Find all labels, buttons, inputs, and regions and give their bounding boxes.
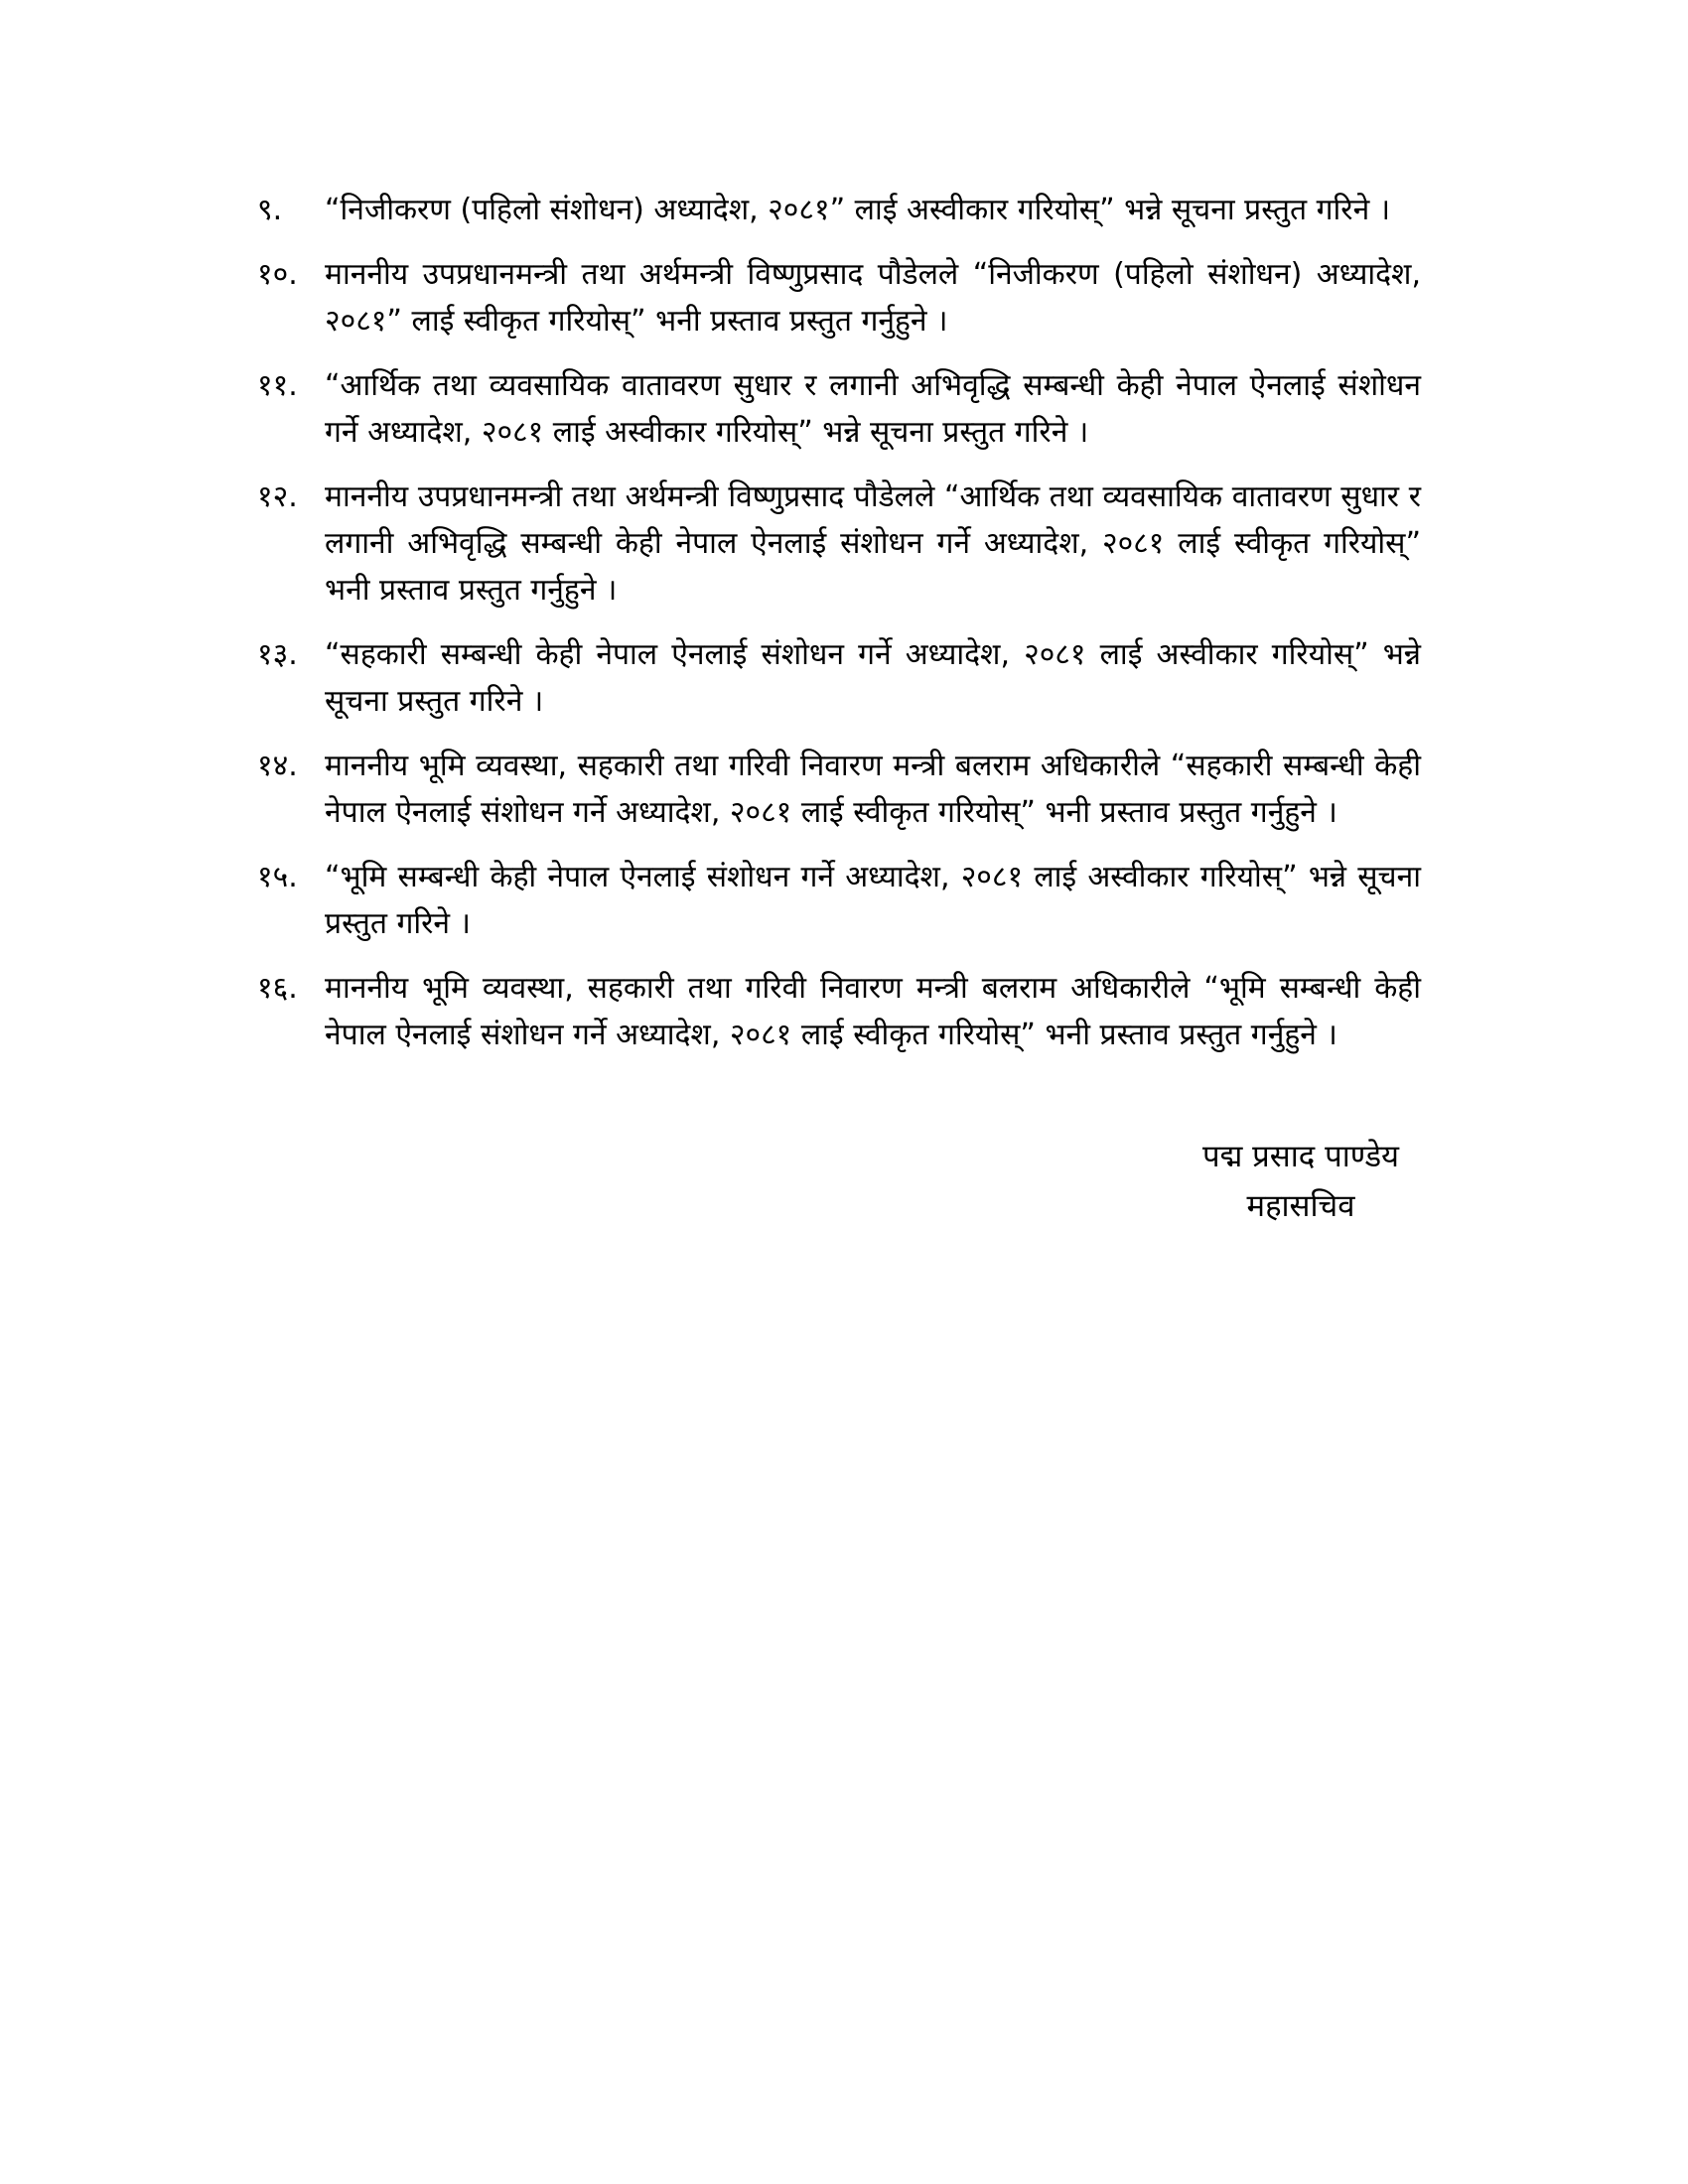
agenda-item-number: १६. bbox=[257, 971, 298, 1006]
agenda-item bbox=[257, 362, 1421, 456]
agenda-item-number: १०. bbox=[257, 257, 298, 292]
agenda-item-number: १५. bbox=[257, 860, 298, 894]
agenda-item-number: ११. bbox=[257, 368, 298, 403]
agenda-item bbox=[257, 743, 1421, 836]
agenda-item-text: “सहकारी सम्बन्धी केही नेपाल ऐनलाई संशोधन गर्ने अध्यादेश, २०८१ लाई अस्वीकार गरियोस्” भन्ने सूचना प्रस्तुत गरिने । bbox=[325, 637, 1421, 719]
agenda-item-text: माननीय उपप्रधानमन्त्री तथा अर्थमन्त्री विष्णुप्रसाद पौडेलले “निजीकरण (पहिलो संशोधन) अध्यादेश, २०८१” लाई स्वीकृत गरियोस्” भनी प्रस्ताव प्रस्तुत गर्नुहुने । bbox=[325, 257, 1421, 339]
signature-block bbox=[1152, 1132, 1450, 1231]
agenda-item bbox=[257, 187, 1421, 233]
agenda-item bbox=[257, 251, 1421, 344]
agenda-item-text: “आर्थिक तथा व्यवसायिक वातावरण सुधार र लगानी अभिवृद्धि सम्बन्धी केही नेपाल ऐनलाई संशोधन गर्ने अध्यादेश, २०८१ लाई अस्वीकार गरियोस्” भन्ने सूचना प्रस्तुत गरिने । bbox=[325, 368, 1421, 450]
agenda-item bbox=[257, 631, 1421, 725]
agenda-item-number: १४. bbox=[257, 749, 298, 783]
agenda-item-number: ९. bbox=[257, 193, 283, 227]
agenda-item bbox=[257, 854, 1421, 947]
agenda-item-text: माननीय भूमि व्यवस्था, सहकारी तथा गरिवी निवारण मन्त्री बलराम अधिकारीले “सहकारी सम्बन्धी केही नेपाल ऐनलाई संशोधन गर्ने अध्यादेश, २०८१ लाई स्वीकृत गरियोस्” भनी प्रस्ताव प्रस्तुत गर्नुहुने । bbox=[325, 749, 1421, 830]
agenda-item-text: “भूमि सम्बन्धी केही नेपाल ऐनलाई संशोधन गर्ने अध्यादेश, २०८१ लाई अस्वीकार गरियोस्” भन्ने सूचना प्रस्तुत गरिने । bbox=[325, 860, 1421, 941]
agenda-item-number: १३. bbox=[257, 637, 298, 672]
agenda-item bbox=[257, 474, 1421, 614]
agenda-item-number: १२. bbox=[257, 479, 298, 514]
agenda-item-text: “निजीकरण (पहिलो संशोधन) अध्यादेश, २०८१” लाई अस्वीकार गरियोस्” भन्ने सूचना प्रस्तुत गरिने । bbox=[325, 193, 1391, 227]
agenda-item-text: माननीय भूमि व्यवस्था, सहकारी तथा गरिवी निवारण मन्त्री बलराम अधिकारीले “भूमि सम्बन्धी केही नेपाल ऐनलाई संशोधन गर्ने अध्यादेश, २०८१ लाई स्वीकृत गरियोस्” भनी प्रस्ताव प्रस्तुत गर्नुहुने । bbox=[325, 971, 1421, 1052]
signatory-name: पद्म प्रसाद पाण्डेय bbox=[1201, 1139, 1400, 1174]
agenda-list bbox=[257, 187, 1421, 1076]
agenda-item bbox=[257, 965, 1421, 1058]
signatory-title: महासचिव bbox=[1246, 1188, 1355, 1224]
agenda-item-text: माननीय उपप्रधानमन्त्री तथा अर्थमन्त्री विष्णुप्रसाद पौडेलले “आर्थिक तथा व्यवसायिक वातावरण सुधार र लगानी अभिवृद्धि सम्बन्धी केही नेपाल ऐनलाई संशोधन गर्ने अध्यादेश, २०८१ लाई स्वीकृत गरियोस्” भनी प्रस्ताव प्रस्तुत गर्नुहुने । bbox=[325, 479, 1421, 608]
